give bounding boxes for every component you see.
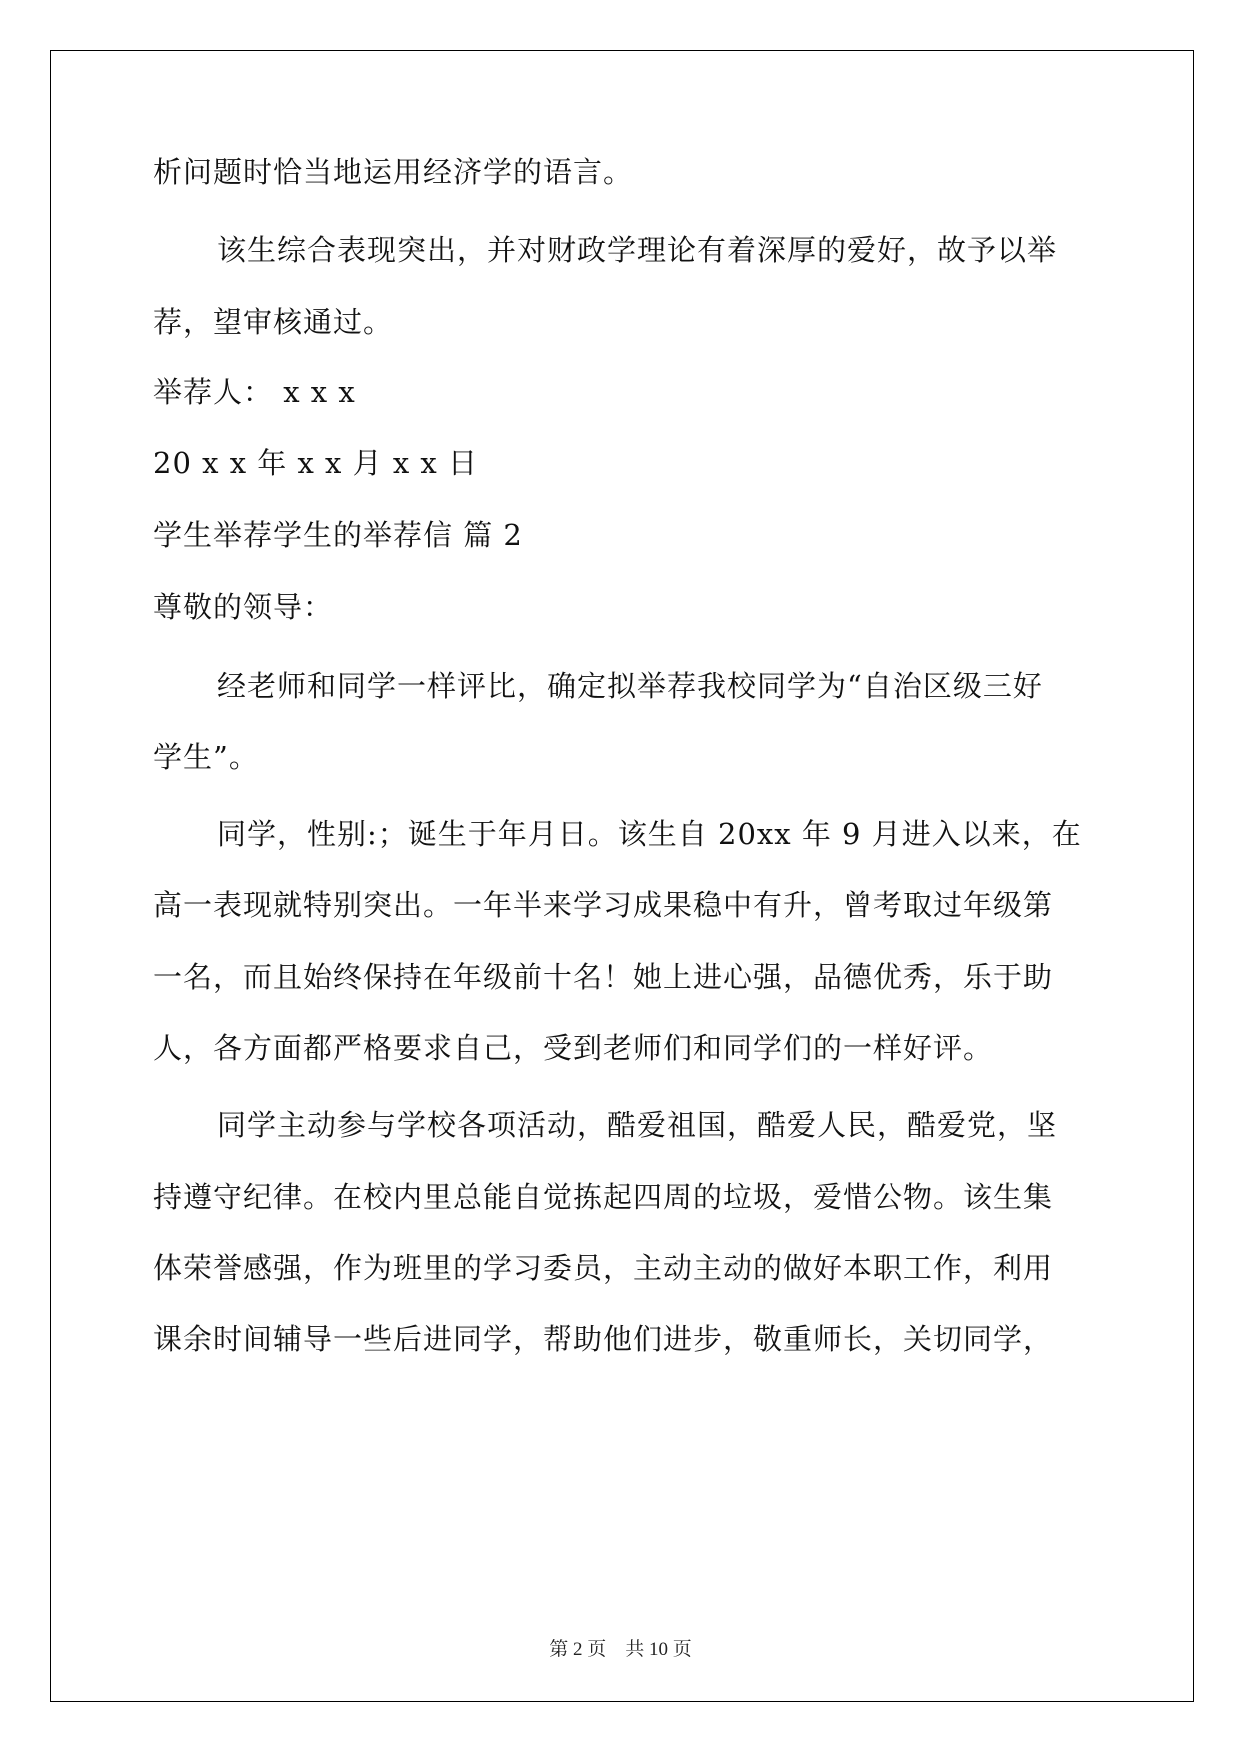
page-border — [50, 50, 1194, 1702]
text-line: 持遵守纪律。在校内里总能自觉拣起四周的垃圾，爱惜公物。该生集 — [153, 1180, 1054, 1214]
text-line: 体荣誉感强，作为班里的学习委员，主动主动的做好本职工作，利用 — [153, 1251, 1054, 1285]
page-footer — [0, 1634, 1241, 1661]
page-total: 共 10 页 — [625, 1639, 692, 1660]
paragraph-line: 同学，性别:；诞生于年月日。该生自 20xx 年 9 月进入以来，在 — [217, 817, 1082, 851]
date-line: 20 x x 年 x x 月 x x 日 — [153, 446, 478, 480]
text-line: 析问题时恰当地运用经济学的语言。 — [153, 155, 634, 189]
text-line: 人，各方面都严格要求自己，受到老师们和同学们的一样好评。 — [153, 1031, 994, 1065]
section-heading: 学生举荐学生的举荐信 篇 2 — [153, 518, 523, 552]
page-number: 第 2 页 — [549, 1639, 607, 1660]
text-line: 荐，望审核通过。 — [153, 305, 394, 339]
text-line: 学生”。 — [153, 740, 259, 774]
text-line: 课余时间辅导一些后进同学，帮助他们进步，敬重师长，关切同学， — [153, 1322, 1054, 1356]
salutation: 尊敬的领导： — [153, 590, 334, 624]
paragraph-line: 该生综合表现突出，并对财政学理论有着深厚的爱好，故予以举 — [217, 233, 1058, 267]
text-line: 高一表现就特别突出。一年半来学习成果稳中有升，曾考取过年级第 — [153, 888, 1054, 922]
text-line: 一名，而且始终保持在年级前十名！她上进心强，品德优秀，乐于助 — [153, 960, 1054, 994]
paragraph-line: 经老师和同学一样评比，确定拟举荐我校同学为“自治区级三好 — [217, 669, 1043, 703]
paragraph-line: 同学主动参与学校各项活动，酷爱祖国，酷爱人民，酷爱党，坚 — [217, 1108, 1058, 1142]
recommender-line: 举荐人： x x x — [153, 375, 356, 409]
